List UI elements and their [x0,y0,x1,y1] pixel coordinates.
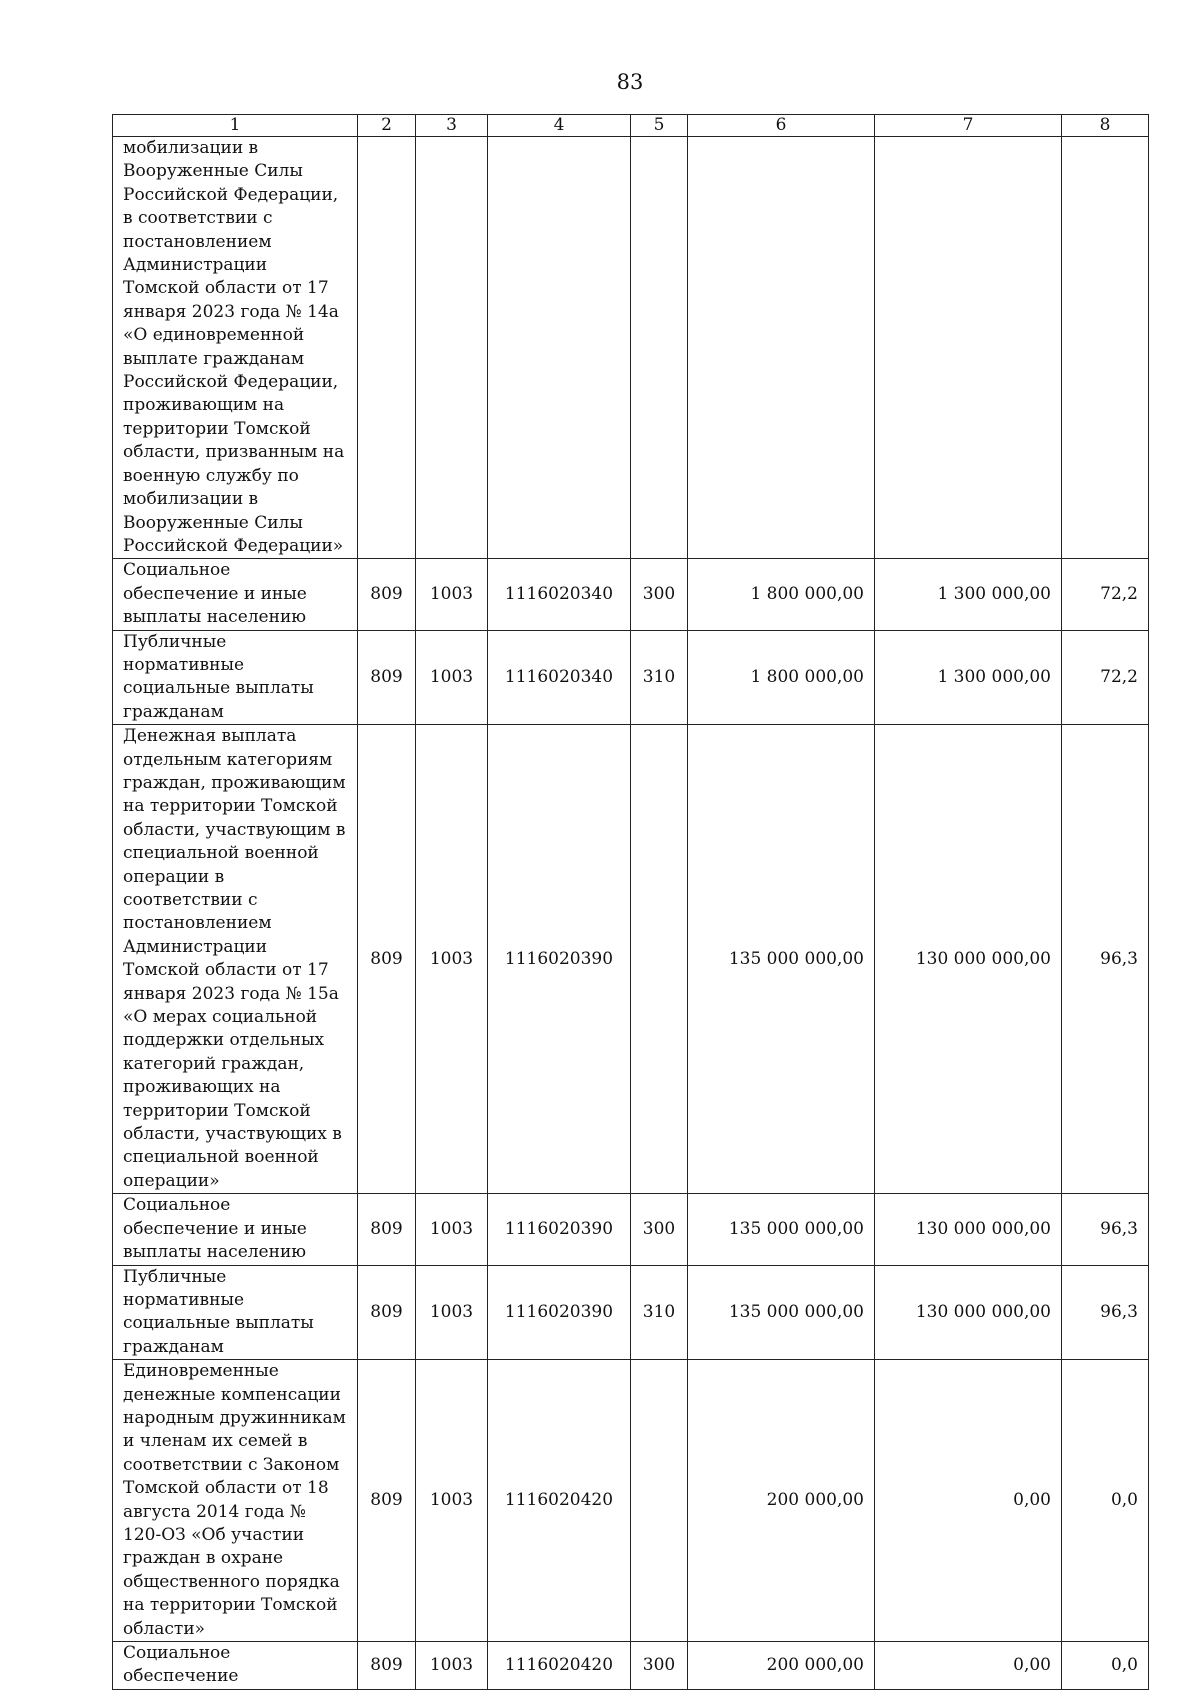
ministry-code: 809 [358,1194,416,1265]
section-code: 1003 [416,725,488,1194]
table-header-row [113,115,1149,137]
page-number: 83 [616,70,644,94]
row-description: Единовременные денежные компенсации народным дружинникам и членам их семей в соответствии с Законом Томской области от 18 августа 2014 года № 120-ОЗ «Об участии граждан в охране общественного порядка на территории Томской области» [113,1360,358,1642]
executed-amount [875,137,1062,559]
executed-amount: 0,00 [875,1360,1062,1642]
article-code: 1116020390 [488,1265,631,1360]
planned-amount: 1 800 000,00 [688,559,875,630]
expense-type-code: 300 [631,1642,688,1690]
execution-percent: 96,3 [1062,1265,1149,1360]
row-description: Социальное обеспечение и иные выплаты населению [113,559,358,630]
executed-amount: 1 300 000,00 [875,559,1062,630]
row-description: Публичные нормативные социальные выплаты гражданам [113,1265,358,1360]
column-header: 5 [631,115,688,137]
row-description: Публичные нормативные социальные выплаты гражданам [113,630,358,725]
article-code: 1116020390 [488,1194,631,1265]
section-code: 1003 [416,1265,488,1360]
article-code: 1116020340 [488,559,631,630]
planned-amount: 135 000 000,00 [688,1265,875,1360]
article-code: 1116020420 [488,1360,631,1642]
expense-type-code: 300 [631,1194,688,1265]
ministry-code: 809 [358,559,416,630]
execution-percent: 96,3 [1062,725,1149,1194]
ministry-code: 809 [358,1360,416,1642]
article-code: 1116020420 [488,1642,631,1690]
executed-amount: 130 000 000,00 [875,725,1062,1194]
column-header: 4 [488,115,631,137]
ministry-code: 809 [358,1265,416,1360]
column-header: 6 [688,115,875,137]
execution-percent: 96,3 [1062,1194,1149,1265]
section-code [416,137,488,559]
article-code: 1116020390 [488,725,631,1194]
column-header: 1 [113,115,358,137]
expense-type-code [631,1360,688,1642]
planned-amount: 1 800 000,00 [688,630,875,725]
executed-amount: 1 300 000,00 [875,630,1062,725]
planned-amount: 135 000 000,00 [688,725,875,1194]
expense-type-code: 310 [631,1265,688,1360]
ministry-code: 809 [358,725,416,1194]
table-row [113,1265,1149,1360]
execution-percent: 0,0 [1062,1642,1149,1690]
section-code: 1003 [416,559,488,630]
ministry-code: 809 [358,630,416,725]
execution-percent: 0,0 [1062,1360,1149,1642]
row-description: Социальное обеспечение и иные выплаты населению [113,1194,358,1265]
ministry-code [358,137,416,559]
table-row [113,1194,1149,1265]
table-row [113,1642,1149,1690]
column-header: 3 [416,115,488,137]
executed-amount: 130 000 000,00 [875,1265,1062,1360]
row-description: мобилизации в Вооруженные Силы Российской Федерации, в соответствии с постановлением Администрации Томской области от 17 января 2023 года № 14а «О единовременной выплате гражданам Российской Федерации, проживающим на территории Томской области, призванным на военную службу по мобилизации в Вооруженные Силы Российской Федерации» [113,137,358,559]
expense-type-code: 300 [631,559,688,630]
executed-amount: 0,00 [875,1642,1062,1690]
section-code: 1003 [416,1360,488,1642]
section-code: 1003 [416,1194,488,1265]
planned-amount: 200 000,00 [688,1360,875,1642]
column-header: 8 [1062,115,1149,137]
column-header: 2 [358,115,416,137]
row-description: Денежная выплата отдельным категориям граждан, проживающим на территории Томской области, участвующим в специальной военной операции в соответствии с постановлением Администрации Томской области от 17 января 2023 года № 15а «О мерах социальной поддержки отдельных категорий граждан, проживающих на территории Томской области, участвующих в специальной военной операции» [113,725,358,1194]
execution-percent: 72,2 [1062,630,1149,725]
expense-type-code [631,725,688,1194]
table-row [113,630,1149,725]
table-row [113,137,1149,559]
table-row [113,1360,1149,1642]
section-code: 1003 [416,1642,488,1690]
article-code [488,137,631,559]
table-row [113,725,1149,1194]
column-header: 7 [875,115,1062,137]
ministry-code: 809 [358,1642,416,1690]
table-row [113,559,1149,630]
expense-type-code [631,137,688,559]
planned-amount: 200 000,00 [688,1642,875,1690]
planned-amount [688,137,875,559]
row-description: Социальное обеспечение [113,1642,358,1690]
article-code: 1116020340 [488,630,631,725]
section-code: 1003 [416,630,488,725]
execution-percent: 72,2 [1062,559,1149,630]
budget-table [112,114,1149,1690]
planned-amount: 135 000 000,00 [688,1194,875,1265]
execution-percent [1062,137,1149,559]
expense-type-code: 310 [631,630,688,725]
executed-amount: 130 000 000,00 [875,1194,1062,1265]
